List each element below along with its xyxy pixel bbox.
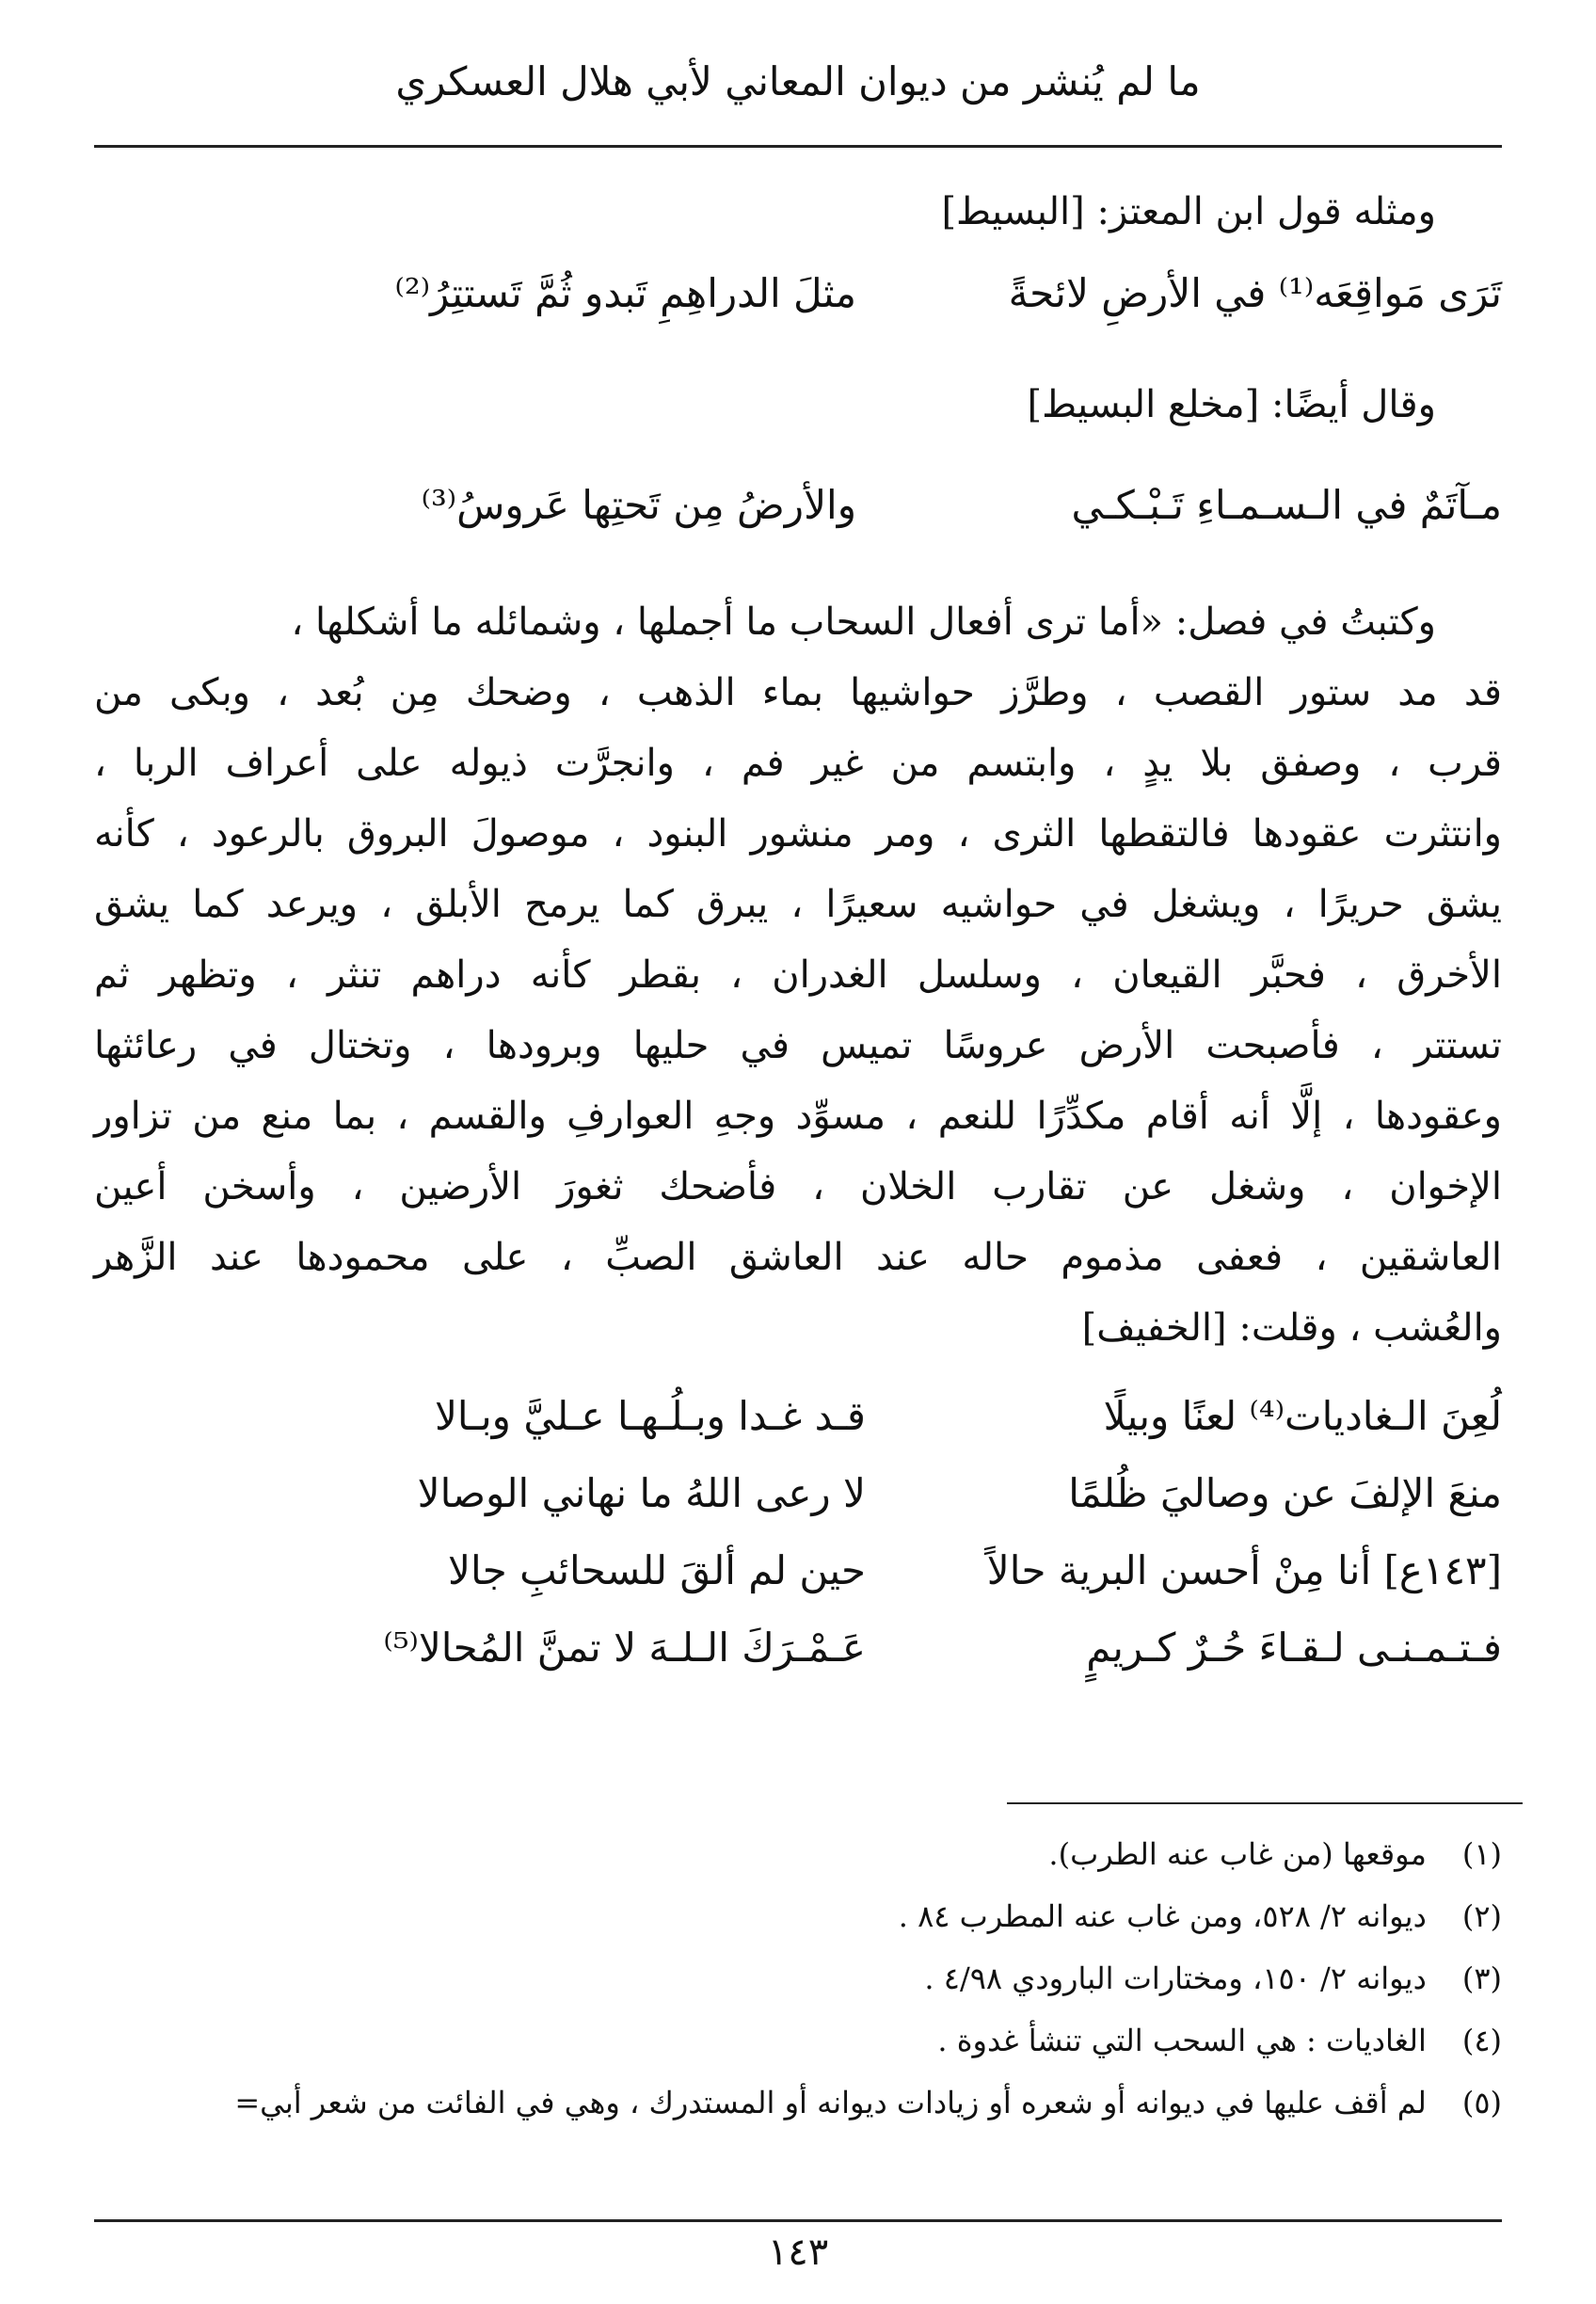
poem-verse-4 <box>94 1623 1502 1688</box>
footnote-separator <box>1007 1802 1523 1804</box>
prose-line-11: والعُشب ، وقلت: [الخفيف] <box>1081 1306 1502 1350</box>
intro-line-1: ومثله قول ابن المعتز: [البسيط] <box>941 190 1436 233</box>
poem-verse-3 <box>94 1545 1502 1611</box>
header-rule <box>94 145 1502 148</box>
poem-verse-2-first: منعَ الإلفَ عن وصاليَ ظُلمًا <box>1068 1470 1502 1516</box>
footer-rule <box>94 2219 1502 2222</box>
poem-verse-3-first: [١٤٣ع] أنا مِنْ أحسن البرية حالاً <box>986 1547 1502 1593</box>
verse-1-second-hemistich: مثلَ الدراهِمِ تَبدو ثُمَّ تَستتِرُ⁽²⁾ <box>394 270 856 316</box>
footnote-2-text: ديوانه ٢/ ٥٢٨، ومن غاب عنه المطرب ٨٤ . <box>898 1898 1427 1934</box>
footnote-4-text: الغاديات : هي السحب التي تنشأ غدوة . <box>937 2023 1427 2058</box>
footnote-2-number: (٢) <box>1461 1898 1502 1934</box>
prose-line-10: العاشقين ، فعفى مذموم حاله عند العاشق الصبِّ ، على محمودها عند الزَّهر <box>94 1236 1502 1279</box>
poem-verse-3-second: حين لم ألقَ للسحائبِ جالا <box>448 1547 866 1593</box>
poem-verse-2-second: لا رعى اللهُ ما نهاني الوصالا <box>417 1470 866 1516</box>
prose-line-1: وكتبتُ في فصل: «أما ترى أفعال السحاب ما أجملها ، وشمائله ما أشكلها ، <box>291 600 1436 644</box>
poem-verse-1-first: لُعِنَ الـغاديات⁽⁴⁾ لعنًا وبيلًا <box>1103 1393 1502 1439</box>
footnote-5-number: (٥) <box>1461 2085 1502 2120</box>
prose-line-8: وعقودها ، إلَّا أنه أقام مكدِّرًا للنعم ، مسوِّد وجهِ العوارفِ والقسم ، بما منع من تزاور <box>94 1095 1502 1138</box>
poem-verse-4-first: فـتـمـنـى لـقـاءَ حُـرٌ كـريمٍ <box>1086 1624 1502 1671</box>
footnote-3-number: (٣) <box>1461 1960 1502 1996</box>
prose-line-6: الأخرق ، فحبَّر القيعان ، وسلسل الغدران ، بقطر كأنه دراهم تنثر ، وتظهر ثم <box>94 953 1502 997</box>
footnote-1-number: (١) <box>1461 1836 1502 1872</box>
page-number: ١٤٣ <box>767 2231 829 2274</box>
prose-line-5: يشق حريرًا ، ويشغل في حواشيه سعيرًا ، يبرق كما يرمح الأبلق ، ويرعد كما يشق <box>94 883 1502 926</box>
running-title: ما لم يُنشر من ديوان المعاني لأبي هلال العسكري <box>395 58 1201 104</box>
prose-line-7: تستتر ، فأصبحت الأرض عروسًا تميس في حليها وبرودها ، وتختال في رعائثها <box>94 1024 1502 1067</box>
prose-line-4: وانتثرت عقودها فالتقطها الثرى ، ومر منشور البنود ، موصولَ البروق بالرعود ، كأنه <box>94 812 1502 856</box>
footnote-5 <box>94 2084 1502 2121</box>
verse-1 <box>94 268 1502 334</box>
footnote-2 <box>94 1897 1502 1935</box>
footnote-1-text: موقعها (من غاب عنه الطرب). <box>1048 1836 1427 1872</box>
poem-verse-4-second: عَـمْـرَكَ الـلـهَ لا تمنَّ المُحالا⁽⁵⁾ <box>383 1624 866 1671</box>
prose-line-9: الإخوان ، وشغل عن تقارب الخلان ، فأضحك ثغورَ الأرضين ، وأسخن أعين <box>94 1165 1502 1208</box>
verse-2-second-hemistich: والأرضُ مِن تَحتِها عَروسُ⁽³⁾ <box>421 482 856 528</box>
verse-1-first-hemistich: تَرَى مَواقِعَه⁽¹⁾ في الأرضِ لائحةً <box>1008 270 1502 316</box>
footnote-1 <box>94 1835 1502 1873</box>
intro-line-2: وقال أيضًا: [مخلع البسيط] <box>1027 383 1436 426</box>
prose-line-3: قرب ، وصفق بلا يدٍ ، وابتسم من غير فم ، وانجرَّت ذيوله على أعراف الربا ، <box>94 742 1502 785</box>
footnote-5-text: لم أقف عليها في ديوانه أو شعره أو زيادات ديوانه أو المستدرك ، وهي في الفائت من شعر أبي= <box>234 2085 1427 2120</box>
footnote-4 <box>94 2022 1502 2059</box>
footnote-3 <box>94 1960 1502 1997</box>
poem-verse-1 <box>94 1391 1502 1457</box>
poem-verse-1-second: قـد غـدا وبـلُـهـا عـليَّ وبـالا <box>434 1393 866 1439</box>
prose-line-2: قد مد ستور القصب ، وطرَّز حواشيها بماء الذهب ، وضحك مِن بُعد ، وبكى من <box>94 671 1502 714</box>
poem-verse-2 <box>94 1468 1502 1534</box>
verse-2-first-hemistich: مـآتَمٌ في الـسـمـاءِ تَـبْـكـي <box>1071 482 1502 528</box>
verse-2 <box>94 480 1502 546</box>
footnote-4-number: (٤) <box>1461 2023 1502 2058</box>
footnote-3-text: ديوانه ٢/ ١٥٠، ومختارات البارودي ٤/٩٨ . <box>924 1960 1427 1996</box>
